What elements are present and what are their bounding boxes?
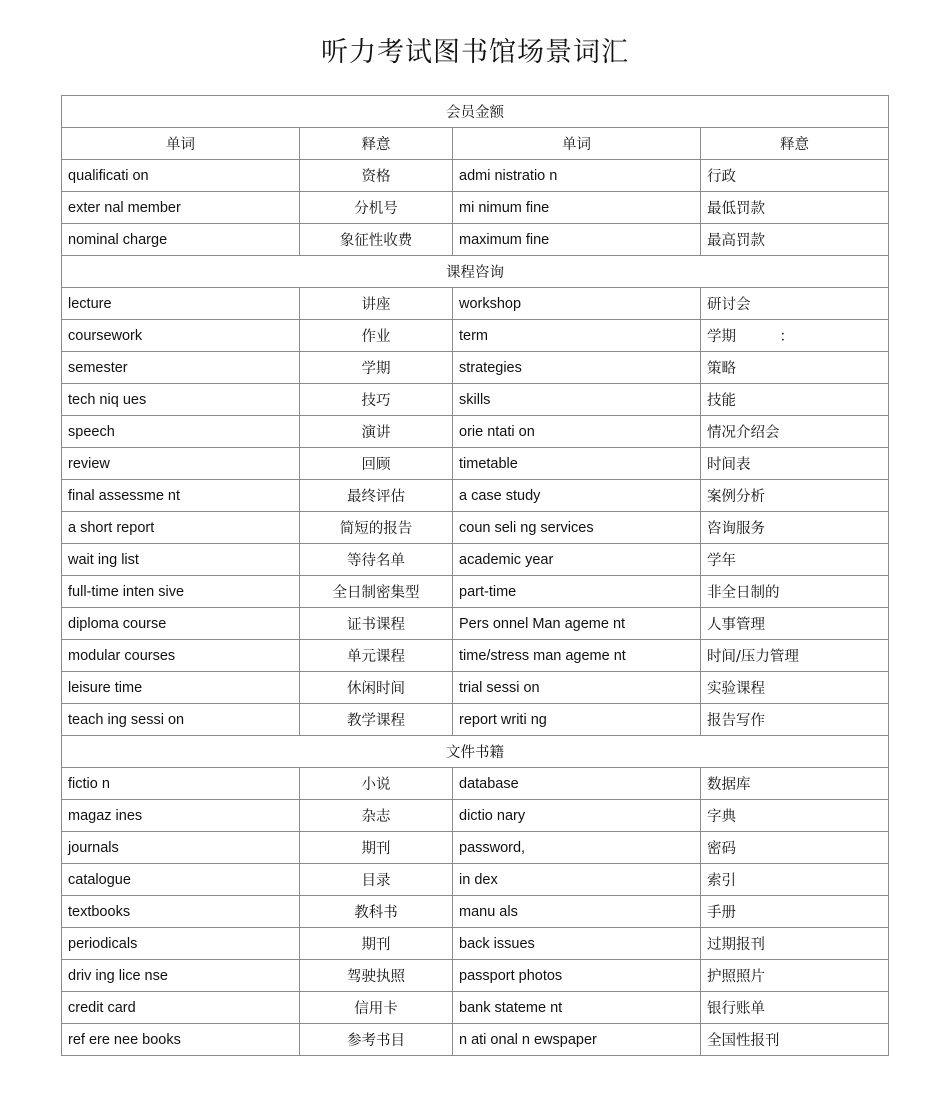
word-cell: back issues: [453, 928, 701, 960]
word-cell: periodicals: [62, 928, 300, 960]
column-header-word: 单词: [453, 128, 701, 160]
word-cell: semester: [62, 352, 300, 384]
word-cell: manu als: [453, 896, 701, 928]
meaning-cell: 休闲时间: [300, 672, 453, 704]
word-cell: textbooks: [62, 896, 300, 928]
meaning-cell: 单元课程: [300, 640, 453, 672]
section-row: [62, 256, 889, 288]
meaning-cell: 人事管理: [701, 608, 889, 640]
meaning-cell: 手册: [701, 896, 889, 928]
word-cell: admi nistratio n: [453, 160, 701, 192]
word-cell: a short report: [62, 512, 300, 544]
word-cell: exter nal member: [62, 192, 300, 224]
table-row: [62, 832, 889, 864]
meaning-cell: 过期报刊: [701, 928, 889, 960]
table-row: [62, 224, 889, 256]
word-cell: workshop: [453, 288, 701, 320]
meaning-cell: 全日制密集型: [300, 576, 453, 608]
page-title: 听力考试图书馆场景词汇: [321, 37, 629, 68]
meaning-cell: 时间表: [701, 448, 889, 480]
meaning-cell: 银行账单: [701, 992, 889, 1024]
table-row: [62, 864, 889, 896]
word-cell: time/stress man ageme nt: [453, 640, 701, 672]
table-row: [62, 896, 889, 928]
meaning-cell: 密码: [701, 832, 889, 864]
word-cell: timetable: [453, 448, 701, 480]
word-cell: coursework: [62, 320, 300, 352]
word-cell: review: [62, 448, 300, 480]
word-cell: mi nimum fine: [453, 192, 701, 224]
word-cell: speech: [62, 416, 300, 448]
word-cell: database: [453, 768, 701, 800]
word-cell: password,: [453, 832, 701, 864]
meaning-cell: 信用卡: [300, 992, 453, 1024]
table-row: [62, 576, 889, 608]
word-cell: Pers onnel Man ageme nt: [453, 608, 701, 640]
column-header-word: 单词: [62, 128, 300, 160]
meaning-cell: 最低罚款: [701, 192, 889, 224]
meaning-cell: 目录: [300, 864, 453, 896]
table-row: [62, 384, 889, 416]
word-cell: driv ing lice nse: [62, 960, 300, 992]
table-row: [62, 640, 889, 672]
column-header-meaning: 释意: [300, 128, 453, 160]
table-row: [62, 800, 889, 832]
table-row: [62, 416, 889, 448]
word-cell: skills: [453, 384, 701, 416]
meaning-cell: 作业: [300, 320, 453, 352]
word-cell: strategies: [453, 352, 701, 384]
word-cell: final assessme nt: [62, 480, 300, 512]
word-cell: maximum fine: [453, 224, 701, 256]
meaning-cell: 咨询服务: [701, 512, 889, 544]
table-row: [62, 448, 889, 480]
meaning-cell: 驾驶执照: [300, 960, 453, 992]
word-cell: in dex: [453, 864, 701, 896]
section-title: 课程咨询: [62, 256, 889, 288]
meaning-cell: 教学课程: [300, 704, 453, 736]
word-cell: dictio nary: [453, 800, 701, 832]
word-cell: nominal charge: [62, 224, 300, 256]
table-row: [62, 608, 889, 640]
word-cell: passport photos: [453, 960, 701, 992]
table-row: [62, 352, 889, 384]
table-row: [62, 768, 889, 800]
meaning-cell: 教科书: [300, 896, 453, 928]
table-row: [62, 704, 889, 736]
meaning-cell: 资格: [300, 160, 453, 192]
meaning-cell: 象征性收费: [300, 224, 453, 256]
meaning-cell: 护照照片: [701, 960, 889, 992]
meaning-cell: 最高罚款: [701, 224, 889, 256]
word-cell: teach ing sessi on: [62, 704, 300, 736]
table-row: [62, 512, 889, 544]
word-cell: bank stateme nt: [453, 992, 701, 1024]
word-cell: diploma course: [62, 608, 300, 640]
section-row: [62, 96, 889, 128]
word-cell: n ati onal n ewspaper: [453, 1024, 701, 1056]
meaning-cell: 期刊: [300, 832, 453, 864]
word-cell: academic year: [453, 544, 701, 576]
word-cell: fictio n: [62, 768, 300, 800]
table-row: [62, 192, 889, 224]
meaning-cell: 讲座: [300, 288, 453, 320]
meaning-cell: 情况介绍会: [701, 416, 889, 448]
word-cell: report writi ng: [453, 704, 701, 736]
table-row: [62, 1024, 889, 1056]
word-cell: catalogue: [62, 864, 300, 896]
section-title: 文件书籍: [62, 736, 889, 768]
meaning-cell: 最终评估: [300, 480, 453, 512]
word-cell: orie ntati on: [453, 416, 701, 448]
table-row: [62, 544, 889, 576]
meaning-cell: 学年: [701, 544, 889, 576]
meaning-cell: 索引: [701, 864, 889, 896]
meaning-cell: 技能: [701, 384, 889, 416]
table-row: [62, 992, 889, 1024]
meaning-cell: 参考书目: [300, 1024, 453, 1056]
meaning-cell: 学期 ：: [701, 320, 889, 352]
word-cell: leisure time: [62, 672, 300, 704]
word-cell: tech niq ues: [62, 384, 300, 416]
word-cell: credit card: [62, 992, 300, 1024]
meaning-cell: 等待名单: [300, 544, 453, 576]
word-cell: modular courses: [62, 640, 300, 672]
table-row: [62, 960, 889, 992]
table-row: [62, 320, 889, 352]
word-cell: trial sessi on: [453, 672, 701, 704]
table-row: [62, 160, 889, 192]
word-cell: magaz ines: [62, 800, 300, 832]
meaning-cell: 数据库: [701, 768, 889, 800]
vocabulary-table-body: [62, 96, 889, 1056]
word-cell: qualificati on: [62, 160, 300, 192]
meaning-cell: 研讨会: [701, 288, 889, 320]
word-cell: term: [453, 320, 701, 352]
meaning-cell: 非全日制的: [701, 576, 889, 608]
word-cell: a case study: [453, 480, 701, 512]
word-cell: lecture: [62, 288, 300, 320]
meaning-cell: 行政: [701, 160, 889, 192]
word-cell: ref ere nee books: [62, 1024, 300, 1056]
vocabulary-table: [61, 95, 889, 1056]
meaning-cell: 技巧: [300, 384, 453, 416]
table-row: [62, 928, 889, 960]
meaning-cell: 杂志: [300, 800, 453, 832]
meaning-cell: 期刊: [300, 928, 453, 960]
meaning-cell: 小说: [300, 768, 453, 800]
meaning-cell: 实验课程: [701, 672, 889, 704]
header-row: [62, 128, 889, 160]
meaning-cell: 简短的报告: [300, 512, 453, 544]
meaning-cell: 学期: [300, 352, 453, 384]
meaning-cell: 全国性报刊: [701, 1024, 889, 1056]
meaning-cell: 策略: [701, 352, 889, 384]
word-cell: part-time: [453, 576, 701, 608]
column-header-meaning: 释意: [701, 128, 889, 160]
meaning-cell: 字典: [701, 800, 889, 832]
meaning-cell: 演讲: [300, 416, 453, 448]
meaning-cell: 案例分析: [701, 480, 889, 512]
meaning-cell: 时间/压力管理: [701, 640, 889, 672]
section-row: [62, 736, 889, 768]
table-row: [62, 672, 889, 704]
section-title: 会员金额: [62, 96, 889, 128]
word-cell: wait ing list: [62, 544, 300, 576]
word-cell: full-time inten sive: [62, 576, 300, 608]
meaning-cell: 证书课程: [300, 608, 453, 640]
table-row: [62, 288, 889, 320]
meaning-cell: 分机号: [300, 192, 453, 224]
word-cell: coun seli ng services: [453, 512, 701, 544]
meaning-cell: 回顾: [300, 448, 453, 480]
meaning-cell: 报告写作: [701, 704, 889, 736]
table-row: [62, 480, 889, 512]
word-cell: journals: [62, 832, 300, 864]
